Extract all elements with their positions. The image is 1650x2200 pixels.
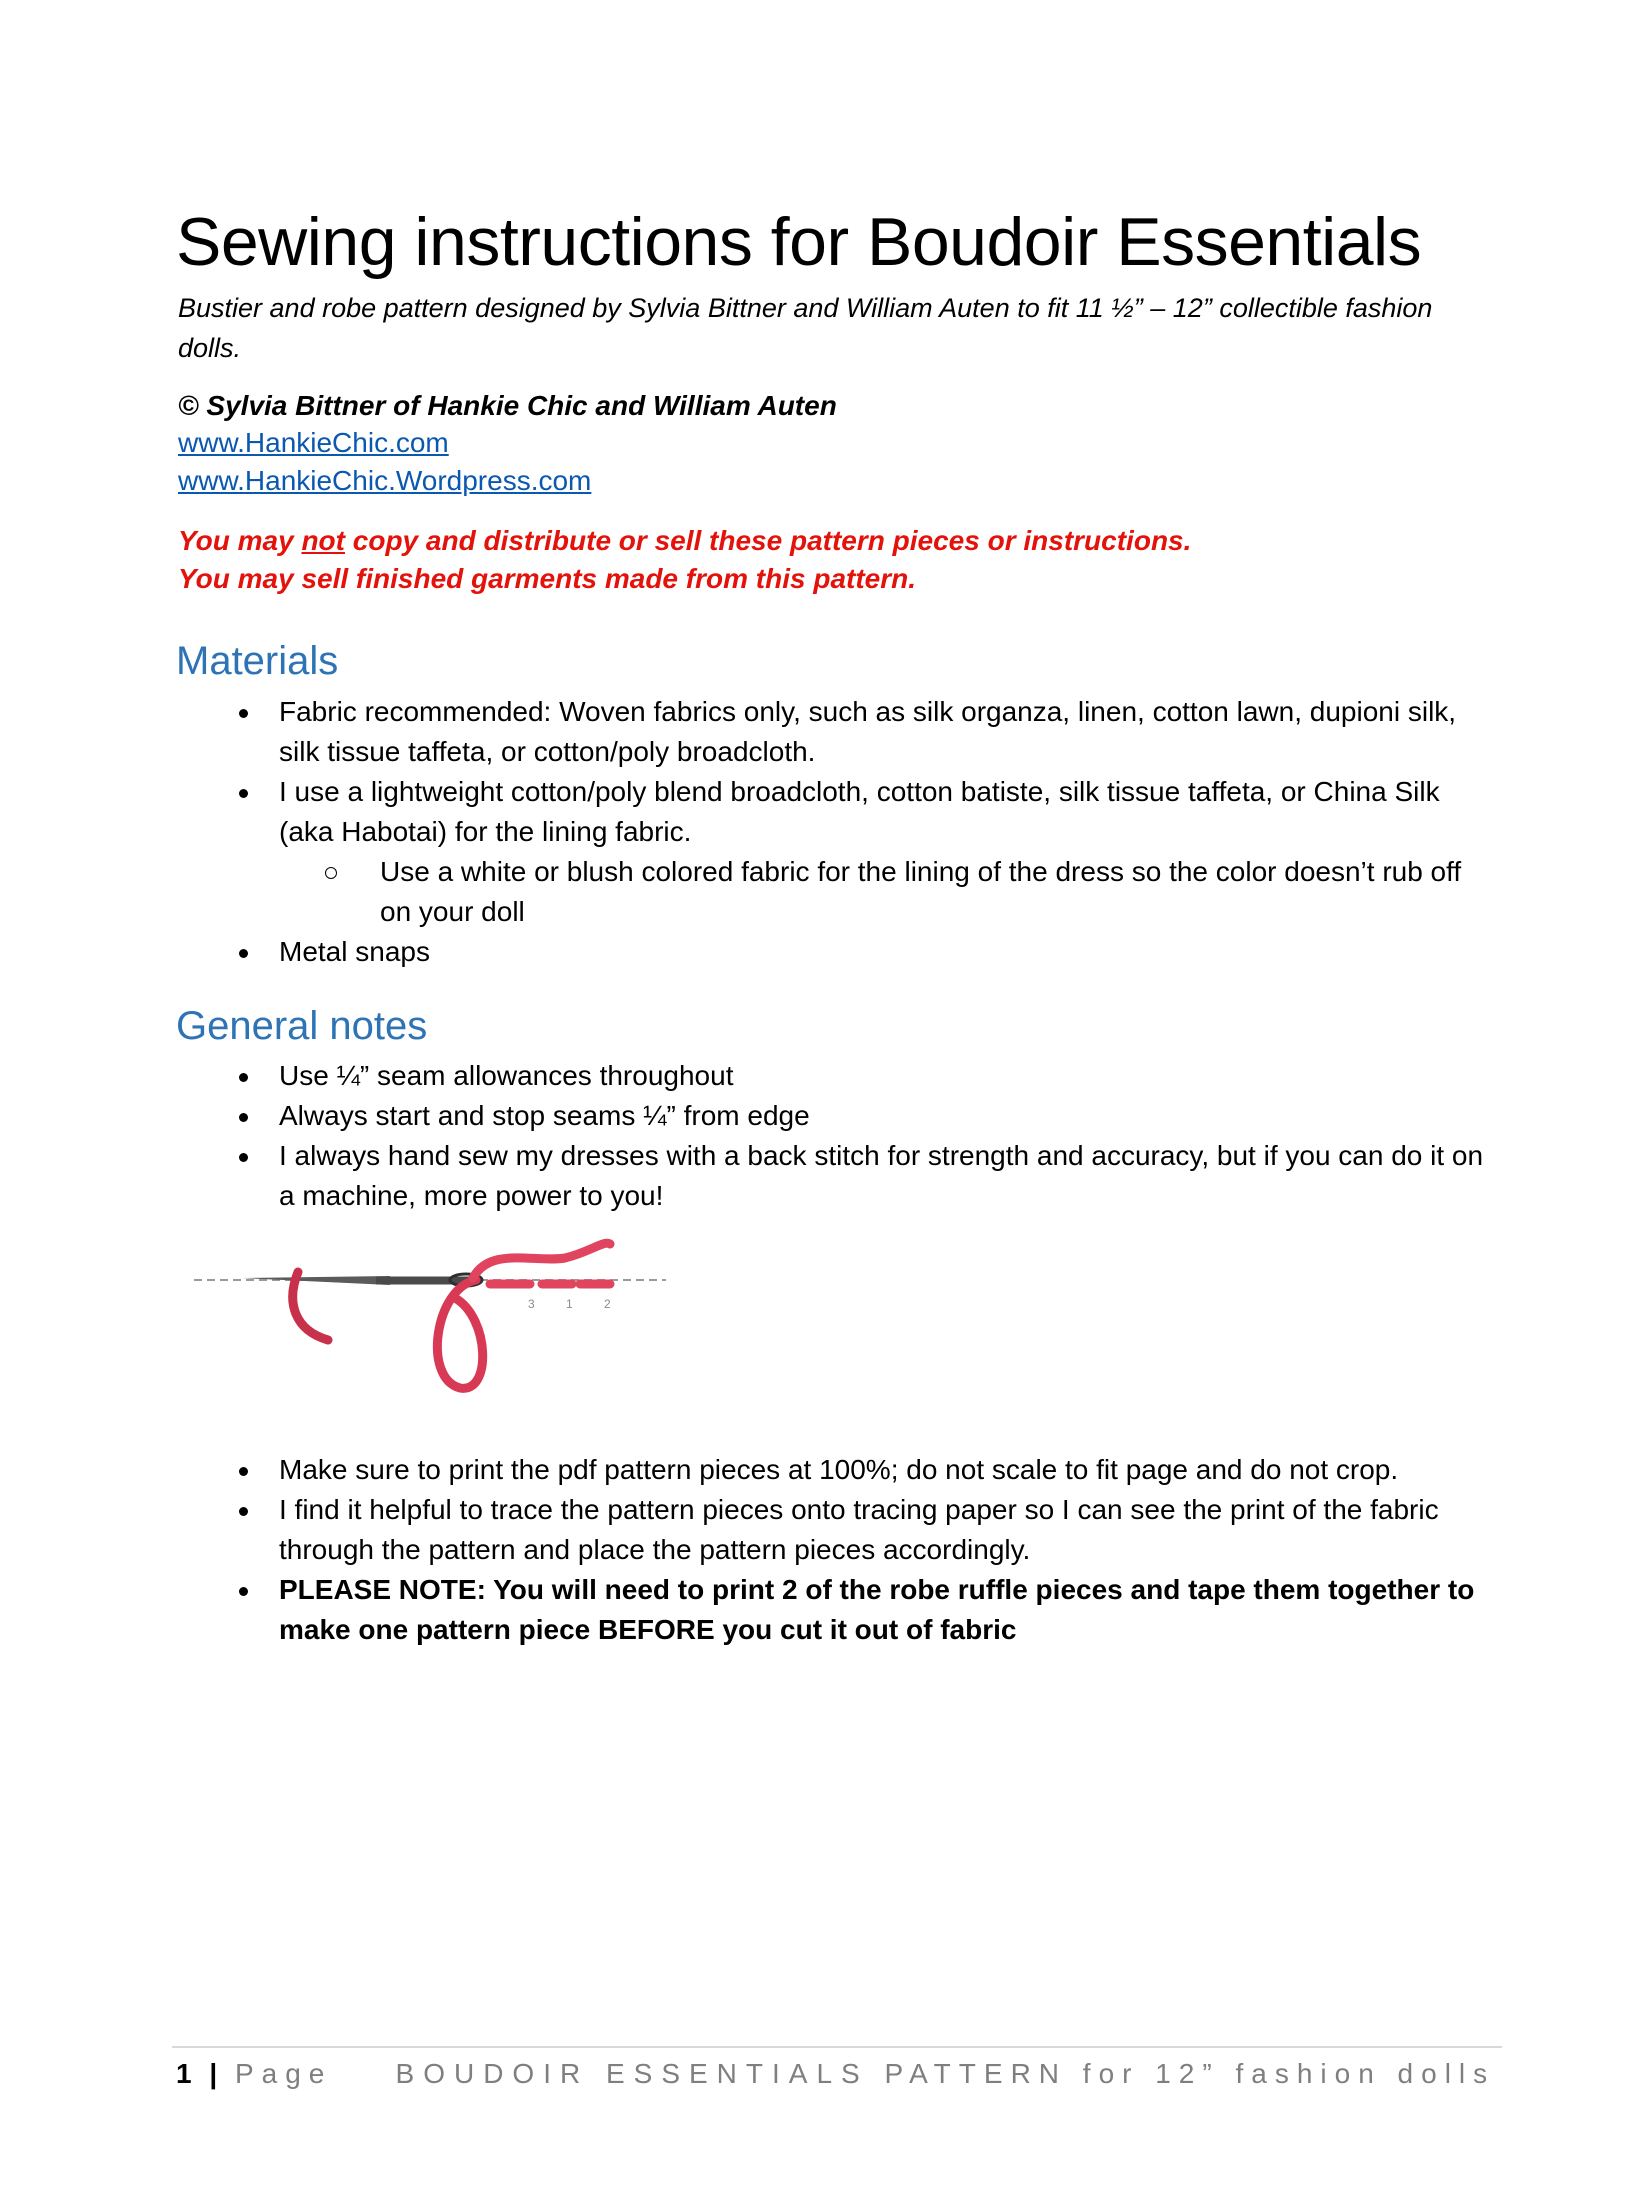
list-item: Use a white or blush colored fabric for the lining of the dress so the color doesn’t rub off on your doll xyxy=(0,852,1490,932)
footer-separator: | xyxy=(209,2058,220,2089)
list-item: Metal snaps xyxy=(0,932,1489,972)
list-item: I always hand sew my dresses with a back stitch for strength and accuracy, but if you can do it on a machine, more power to you! xyxy=(0,1136,1489,1216)
warning-emphasis: not xyxy=(301,525,345,556)
list-item: Make sure to print the pdf pattern pieces at 100%; do not scale to fit page and do not crop. xyxy=(0,1450,1489,1490)
stitch-label-1: 1 xyxy=(566,1297,573,1311)
bullet-icon xyxy=(239,1113,248,1122)
list-item: I find it helpful to trace the pattern pieces onto tracing paper so I can see the print of the fabric through the pattern and place the pattern pieces accordingly. xyxy=(0,1490,1489,1570)
bullet-icon xyxy=(239,1073,248,1082)
stitch-label-3: 3 xyxy=(528,1297,535,1311)
page-footer xyxy=(176,2054,1495,2094)
footer-divider xyxy=(172,2046,1502,2048)
list-item: PLEASE NOTE: You will need to print 2 of the robe ruffle pieces and tape them together to make one pattern piece BEFORE you cut it out of fabric xyxy=(0,1570,1489,1650)
link-hankiechic[interactable]: www.HankieChic.com xyxy=(178,427,449,458)
bullet-icon xyxy=(239,1507,248,1516)
general-notes-heading: General notes xyxy=(176,1004,428,1048)
bullet-icon xyxy=(239,789,248,798)
subtitle: Bustier and robe pattern designed by Sylvia Bittner and William Auten to fit 11 ½” – 12” collectible fashion dolls. xyxy=(178,293,1433,363)
materials-list xyxy=(0,692,1650,972)
copyright-notice: © Sylvia Bittner of Hankie Chic and William Auten xyxy=(178,390,837,421)
list-item: Use ¼” seam allowances throughout xyxy=(0,1056,1489,1096)
stitch-label-2: 2 xyxy=(604,1297,611,1311)
general-notes-list xyxy=(0,1056,1650,1216)
list-item: Always start and stop seams ¼” from edge xyxy=(0,1096,1489,1136)
bullet-icon xyxy=(239,1587,248,1596)
link-hankiechic-wordpress[interactable]: www.HankieChic.Wordpress.com xyxy=(178,465,592,496)
footer-tagline: PATTERN for 12” fashion dolls xyxy=(884,2058,1496,2089)
bullet-icon xyxy=(239,1467,248,1476)
materials-heading: Materials xyxy=(176,639,339,683)
needle-right-icon xyxy=(376,1277,472,1285)
list-item: Fabric recommended: Woven fabrics only, such as silk organza, linen, cotton lawn, dupioni silk, silk tissue taffeta, or cotton/poly broadcloth. xyxy=(0,692,1489,772)
footer-brand: BOUDOIR ESSENTIALS xyxy=(395,2058,869,2089)
warning-line-1: You may not copy and distribute or sell these pattern pieces or instructions. xyxy=(178,525,1192,556)
sub-bullet-icon xyxy=(325,867,337,879)
warning-line-2: You may sell finished garments made from this pattern. xyxy=(178,563,917,594)
bullet-icon xyxy=(239,709,248,718)
page-label: Page xyxy=(234,2058,333,2089)
bullet-icon xyxy=(239,1153,248,1162)
back-stitch-illustration xyxy=(190,1228,670,1398)
list-item: I use a lightweight cotton/poly blend broadcloth, cotton batiste, silk tissue taffeta, or China Silk (aka Habotai) for the lining fabric. xyxy=(0,772,1489,852)
page-number: 1 xyxy=(176,2058,194,2089)
bullet-icon xyxy=(239,949,248,958)
general-notes-list-continued xyxy=(0,1450,1650,1650)
page-title: Sewing instructions for Boudoir Essentials xyxy=(176,204,1422,280)
